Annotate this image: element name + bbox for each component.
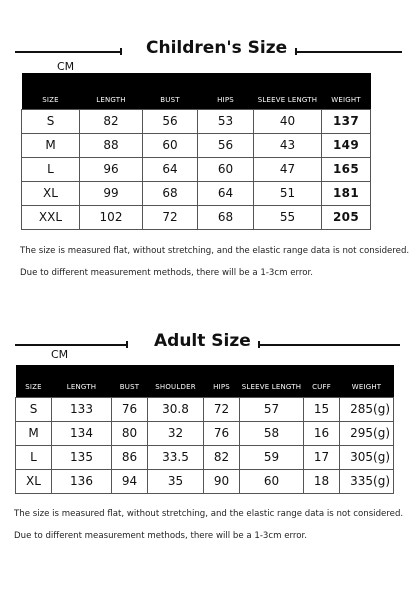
table-cell: 72 <box>204 397 240 421</box>
table-row <box>22 205 371 229</box>
table-row <box>16 445 394 469</box>
adult-note-stretch: The size is measured flat, without stretching, and the elastic range data is not considered. <box>14 509 404 519</box>
table-cell: 58 <box>240 421 304 445</box>
table-cell: XL <box>22 181 80 205</box>
column-header: SLEEVE LENGTH <box>240 365 304 397</box>
table-cell: L <box>22 157 80 181</box>
adult-size-title: Adult Size <box>154 331 251 351</box>
table-cell: 18 <box>304 469 340 493</box>
column-header: WEIGHT <box>322 73 371 109</box>
children-size-title: Children's Size <box>146 38 288 58</box>
table-cell: M <box>16 421 52 445</box>
table-cell: 60 <box>198 157 254 181</box>
table-cell: 56 <box>143 109 198 133</box>
table-cell: 56 <box>198 133 254 157</box>
table-cell: 32 <box>148 421 204 445</box>
column-header: CUFF <box>304 365 340 397</box>
table-cell: 60 <box>143 133 198 157</box>
column-header: SHOULDER <box>148 365 204 397</box>
column-header: BUST <box>112 365 148 397</box>
table-cell: 305(g) <box>340 445 394 469</box>
table-cell: 86 <box>112 445 148 469</box>
table-cell: 102 <box>80 205 143 229</box>
adult-unit-label: CM <box>51 348 69 361</box>
children-note-error: Due to different measurement methods, there will be a 1-3cm error. <box>20 268 313 278</box>
adult-note-error: Due to different measurement methods, there will be a 1-3cm error. <box>14 531 307 541</box>
table-cell: 133 <box>52 397 112 421</box>
table-row <box>16 421 394 445</box>
table-row <box>22 157 371 181</box>
column-header: SIZE <box>22 73 80 109</box>
title-rule-right <box>296 51 402 53</box>
table-cell: 88 <box>80 133 143 157</box>
table-row <box>16 469 394 493</box>
column-header: LENGTH <box>80 73 143 109</box>
children-unit-label: CM <box>57 60 75 73</box>
table-row <box>22 109 371 133</box>
table-cell: 76 <box>204 421 240 445</box>
table-cell: 72 <box>143 205 198 229</box>
table-cell: 40 <box>254 109 322 133</box>
table-cell: 57 <box>240 397 304 421</box>
title-rule-left <box>15 51 122 53</box>
children-header-row <box>22 73 371 109</box>
table-cell: 60 <box>240 469 304 493</box>
adult-header-row <box>16 365 394 397</box>
table-cell: 335(g) <box>340 469 394 493</box>
table-cell: 80 <box>112 421 148 445</box>
table-cell: 94 <box>112 469 148 493</box>
table-cell: 51 <box>254 181 322 205</box>
table-cell: 16 <box>304 421 340 445</box>
column-header: HIPS <box>204 365 240 397</box>
table-cell: 76 <box>112 397 148 421</box>
table-cell: 82 <box>80 109 143 133</box>
column-header: BUST <box>143 73 198 109</box>
title-rule-left-end <box>120 48 122 55</box>
table-cell: XL <box>16 469 52 493</box>
column-header: LENGTH <box>52 365 112 397</box>
table-cell: 64 <box>198 181 254 205</box>
table-cell: 59 <box>240 445 304 469</box>
table-cell: 181 <box>322 181 371 205</box>
table-row <box>16 397 394 421</box>
table-cell: 47 <box>254 157 322 181</box>
adult-size-table <box>15 365 394 494</box>
table-cell: 30.8 <box>148 397 204 421</box>
table-cell: 33.5 <box>148 445 204 469</box>
table-cell: 165 <box>322 157 371 181</box>
column-header: SIZE <box>16 365 52 397</box>
table-cell: 96 <box>80 157 143 181</box>
column-header: SLEEVE LENGTH <box>254 73 322 109</box>
table-cell: 295(g) <box>340 421 394 445</box>
table-cell: 43 <box>254 133 322 157</box>
table-cell: 68 <box>198 205 254 229</box>
table-cell: 134 <box>52 421 112 445</box>
table-cell: 68 <box>143 181 198 205</box>
table-cell: 82 <box>204 445 240 469</box>
table-cell: S <box>22 109 80 133</box>
table-cell: 64 <box>143 157 198 181</box>
table-cell: 90 <box>204 469 240 493</box>
table-cell: 285(g) <box>340 397 394 421</box>
children-size-table <box>21 73 371 230</box>
title-rule-left-end <box>126 341 128 348</box>
table-cell: 205 <box>322 205 371 229</box>
table-cell: 136 <box>52 469 112 493</box>
title-rule-right <box>259 344 400 346</box>
table-cell: L <box>16 445 52 469</box>
table-cell: S <box>16 397 52 421</box>
table-cell: 135 <box>52 445 112 469</box>
table-cell: 55 <box>254 205 322 229</box>
table-cell: 137 <box>322 109 371 133</box>
table-row <box>22 133 371 157</box>
table-cell: 35 <box>148 469 204 493</box>
column-header: HIPS <box>198 73 254 109</box>
title-rule-left <box>15 344 128 346</box>
column-header: WEIGHT <box>340 365 394 397</box>
table-cell: 17 <box>304 445 340 469</box>
table-cell: 15 <box>304 397 340 421</box>
table-cell: M <box>22 133 80 157</box>
children-note-stretch: The size is measured flat, without stretching, and the elastic range data is not considered. <box>20 246 410 256</box>
table-cell: 99 <box>80 181 143 205</box>
table-cell: 149 <box>322 133 371 157</box>
table-cell: XXL <box>22 205 80 229</box>
table-row <box>22 181 371 205</box>
table-cell: 53 <box>198 109 254 133</box>
